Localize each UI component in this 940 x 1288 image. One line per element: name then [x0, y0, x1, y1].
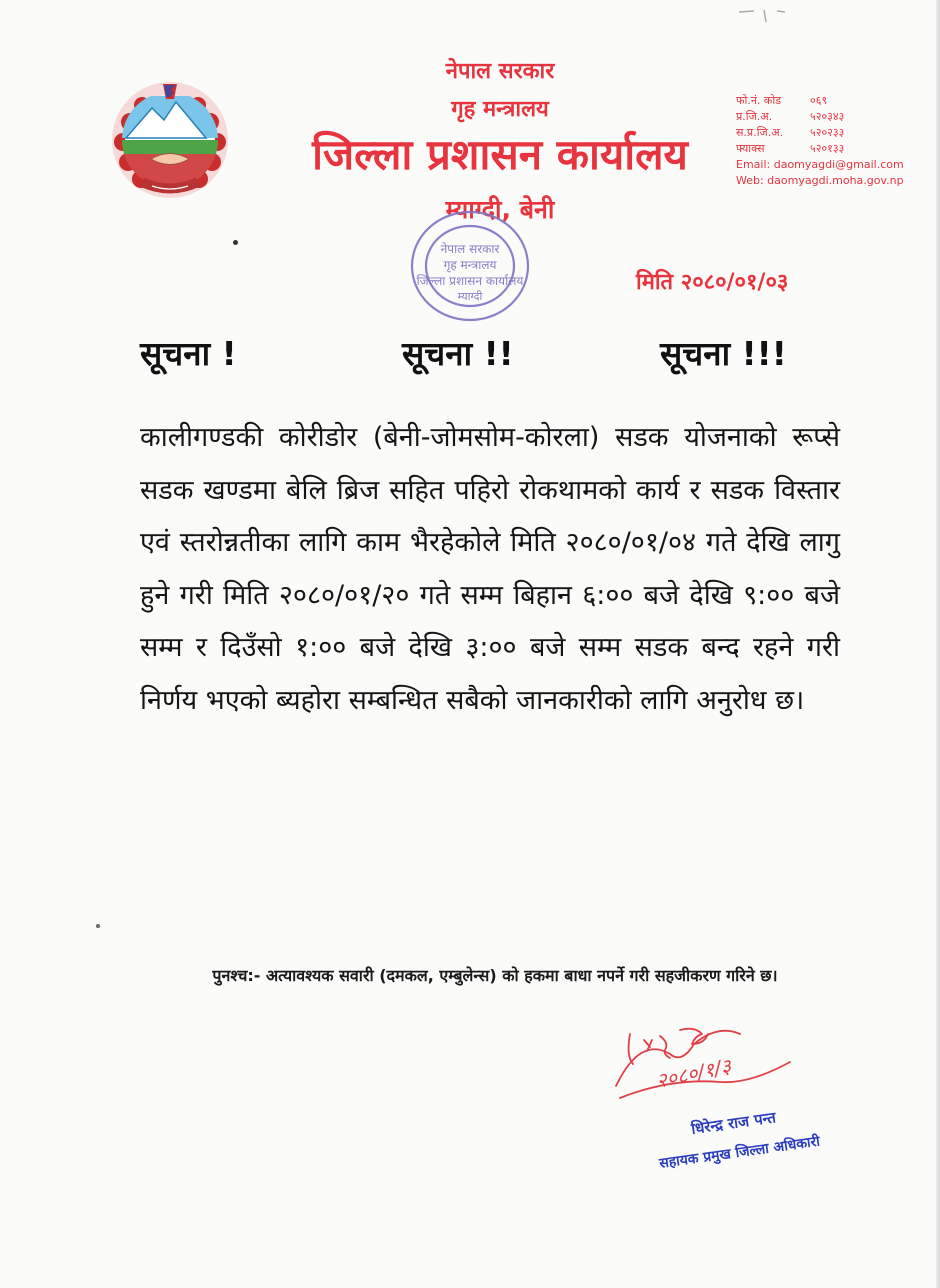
notice-heading-1: सूचना ! [140, 334, 237, 373]
office-seal-stamp-icon [402, 200, 538, 330]
government-name: नेपाल सरकार [445, 59, 555, 84]
office-name: जिल्ला प्रशासन कार्यालय [312, 130, 688, 179]
handwritten-date: २०८०/१/३ [654, 1053, 734, 1093]
ink-dot [233, 240, 238, 245]
handwritten-signature-icon [600, 1016, 845, 1186]
contact-label: फ्याक्स [736, 142, 765, 155]
nepal-government-emblem-icon [108, 78, 232, 202]
website-address: Web: daomyagdi.moha.gov.np [736, 174, 904, 187]
contact-row [736, 141, 936, 157]
corner-pencil-mark [736, 8, 788, 26]
contact-row [736, 109, 936, 125]
contact-label: फो.नं. कोड [736, 94, 782, 107]
contact-value: ५२०२३३ [810, 126, 845, 139]
contact-label: स.प्र.जि.अ. [736, 126, 784, 139]
signatory-designation: सहायक प्रमुख जिल्ला अधिकारी [658, 1133, 821, 1172]
notice-body: कालीगण्डकी कोरीडोर (बेनी-जोमसोम-कोरला) सडक योजनाको रूप्से सडक खण्डमा बेलि ब्रिज सहित पहिरो रोकथामको कार्य र सडक विस्तार एवं स्तरोन्नतीका लागि काम भैरहेकोले मिति २०८०/०१/०४ गते देखि लागु हुने गरी मिति २०८०/०१/२० गते सम्म बिहान ६:०० बजे देखि ९:०० बजे सम्म र दिउँसो १:०० बजे देखि ३:०० बजे सम्म सडक बन्द रहने गरी निर्णय भएको ब्यहोरा सम्बन्धित सबैको जानकारीको लागि अनुरोध छ। [140, 422, 840, 716]
email-address: Email: daomyagdi@gmail.com [736, 158, 904, 171]
notice-heading [140, 330, 840, 386]
stamp-line: जिल्ला प्रशासन कार्यालय [416, 274, 524, 288]
contact-value: ०६९ [810, 94, 828, 107]
paper-edge [936, 0, 940, 1288]
contact-value: ५२०१३३ [810, 142, 845, 155]
stamp-line: म्याग्दी [457, 290, 483, 303]
contact-value: ५२०३४३ [810, 110, 845, 123]
notice-heading-3: सूचना !!! [660, 334, 787, 373]
signatory-name: धिरेन्द्र राज पन्त [690, 1108, 777, 1138]
contact-row [736, 125, 936, 141]
notice-heading-2: सूचना !! [402, 334, 514, 373]
contact-block [736, 93, 936, 189]
stamp-line: गृह मन्त्रालय [443, 258, 497, 272]
stamp-line: नेपाल सरकार [440, 242, 500, 256]
issue-date: मिति २०८०/०१/०३ [636, 270, 789, 295]
ministry-name: गृह मन्त्रालय [451, 97, 549, 122]
office-location: म्याग्दी, बेनी [445, 195, 555, 224]
postscript-note: पुनश्च:- अत्यावश्यक सवारी (दमकल, एम्बुलेन्स) को हकमा बाधा नपर्ने गरी सहजीकरण गरिने छ। [212, 966, 778, 985]
margin-mark [96, 924, 100, 928]
contact-label: प्र.जि.अ. [736, 110, 773, 123]
contact-row [736, 93, 936, 109]
